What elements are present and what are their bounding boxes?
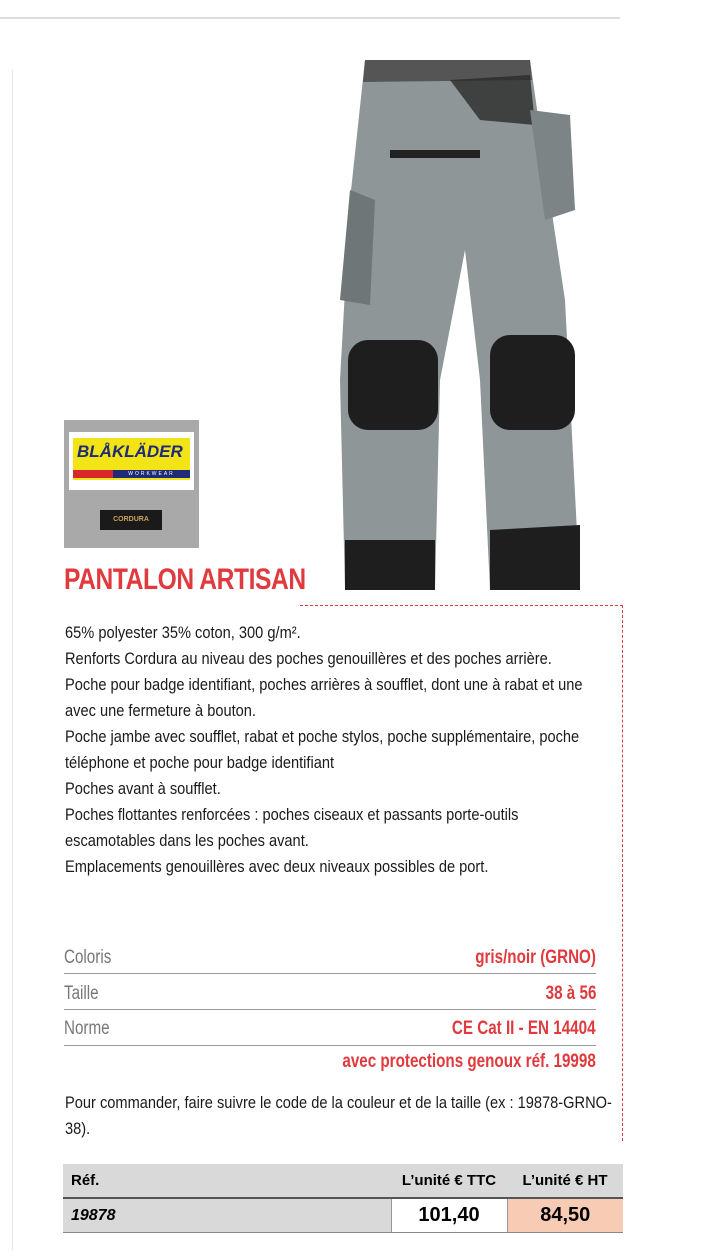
spec-extra: avec protections genoux réf. 19998 <box>342 1051 596 1072</box>
top-divider <box>0 17 620 19</box>
table-header <box>63 1164 623 1198</box>
spec-taille: Taille 38 à 56 <box>64 981 596 1010</box>
description-line: Poches flottantes renforcées : poches ciseaux et passants porte-outils escamotables dans les poches avant. <box>65 805 519 850</box>
spec-coloris: Coloris gris/noir (GRNO) <box>64 945 596 974</box>
header-ttc: L’unité € TTC <box>391 1164 507 1198</box>
description-line: Emplacements genouillères avec deux niveaux possibles de port. <box>65 857 489 876</box>
description-line: Poches avant à soufflet. <box>65 779 221 798</box>
spec-divider <box>64 1045 596 1046</box>
cordura-logo: CORDURA <box>100 510 162 530</box>
product-image-pants <box>330 50 600 595</box>
blaklader-logo: BLÅKLÄDER WORKWEAR <box>69 432 194 490</box>
header-ref: Réf. <box>63 1164 391 1198</box>
description-line: 65% polyester 35% coton, 300 g/m². <box>65 623 301 642</box>
cell-ttc: 101,40 <box>391 1198 507 1233</box>
header-ht: L’unité € HT <box>507 1164 623 1198</box>
cell-ht: 84,50 <box>507 1198 623 1233</box>
product-description <box>65 620 624 880</box>
cell-ref: 19878 <box>63 1198 391 1233</box>
description-line: Renforts Cordura au niveau des poches genouillères et des poches arrière. <box>65 649 552 668</box>
table-row <box>63 1198 623 1233</box>
description-line: Poche pour badge identifiant, poches arrières à soufflet, dont une à rabat et une avec une fermeture à bouton. <box>65 675 583 720</box>
brand-logos <box>64 420 199 548</box>
left-divider <box>12 70 13 1250</box>
description-line: Poche jambe avec soufflet, rabat et poche stylos, poche supplémentaire, poche téléphone et poche pour badge identifiant <box>65 727 580 772</box>
order-note: Pour commander, faire suivre le code de la couleur et de la taille (ex : 19878-GRNO-38). <box>65 1093 612 1138</box>
price-table <box>63 1164 623 1233</box>
product-title: PANTALON ARTISAN <box>64 563 306 596</box>
spec-norme: Norme CE Cat II - EN 14404 <box>64 1018 596 1039</box>
